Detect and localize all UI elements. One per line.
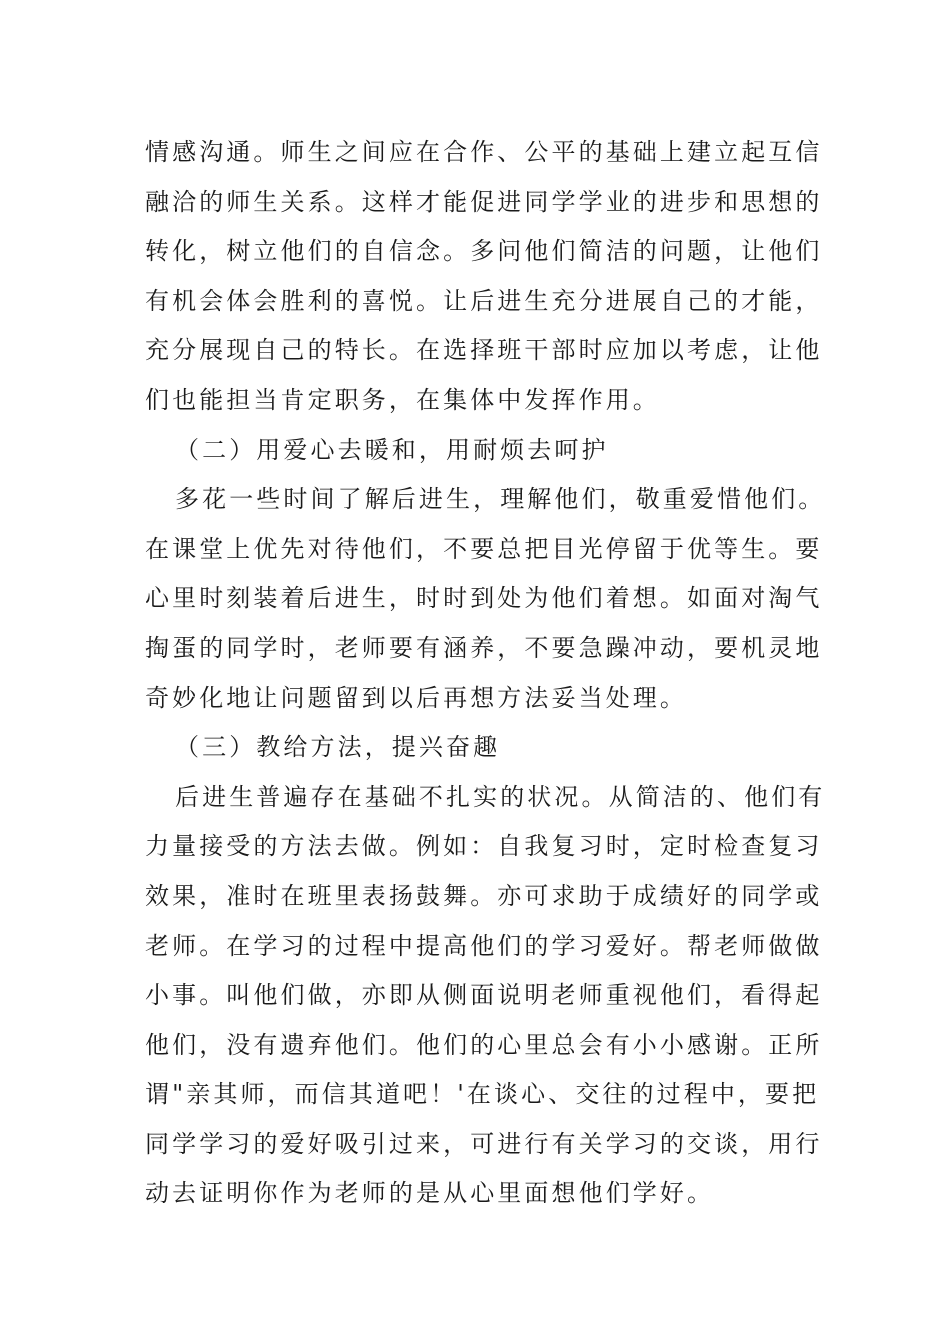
text-line: 融洽的师生关系。这样才能促进同学学业的进步和思想的: [145, 187, 823, 216]
text-line: 他们，没有遗弃他们。他们的心里总会有小小感谢。正所: [145, 1030, 823, 1059]
text-line: 转化，树立他们的自信念。多问他们简洁的问题，让他们: [145, 237, 823, 266]
text-line: 小事。叫他们做，亦即从侧面说明老师重视他们，看得起: [145, 981, 823, 1010]
text-line: 效果，准时在班里表扬鼓舞。亦可求助于成绩好的同学或: [145, 881, 823, 910]
text-line: 有机会体会胜利的喜悦。让后进生充分进展自己的才能，: [145, 286, 823, 315]
text-line: 动去证明你作为老师的是从心里面想他们学好。: [145, 1179, 715, 1208]
text-line: 情感沟通。师生之间应在合作、公平的基础上建立起互信: [145, 138, 823, 166]
text-line: 们也能担当肯定职务，在集体中发挥作用。: [145, 385, 660, 414]
document-body: [145, 128, 826, 1219]
text-line: 奇妙化地让问题留到以后再想方法妥当处理。: [145, 683, 687, 712]
text-line: 多花一些时间了解后进生，理解他们，敬重爱惜他们。: [175, 485, 826, 514]
text-line: 在课堂上优先对待他们，不要总把目光停留于优等生。要: [145, 534, 823, 563]
text-line: 同学学习的爱好吸引过来，可进行有关学习的交谈，用行: [145, 1129, 823, 1158]
text-line: 掏蛋的同学时，老师要有涵养，不要急躁冲动，要机灵地: [145, 633, 823, 662]
section-heading-3: （三）教给方法，提兴奋趣: [175, 733, 501, 762]
text-line: 老师。在学习的过程中提高他们的学习爱好。帮老师做做: [145, 931, 823, 960]
paragraph-continuation: [145, 128, 823, 426]
paragraph-section-2: [145, 475, 826, 723]
text-line: 充分展现自己的特长。在选择班干部时应加以考虑，让他: [145, 336, 823, 365]
paragraph-section-3: [145, 773, 826, 1219]
section-heading-2: （二）用爱心去暖和，用耐烦去呵护: [175, 435, 609, 464]
text-line: 后进生普遍存在基础不扎实的状况。从简洁的、他们有: [175, 782, 826, 811]
text-line: 谓"亲其师，而信其道吧！'在谈心、交往的过程中，要把: [145, 1080, 820, 1109]
text-line: 力量接受的方法去做。例如：自我复习时，定时检查复习: [145, 832, 823, 861]
text-line: 心里时刻装着后进生，时时到处为他们着想。如面对淘气: [145, 584, 823, 613]
